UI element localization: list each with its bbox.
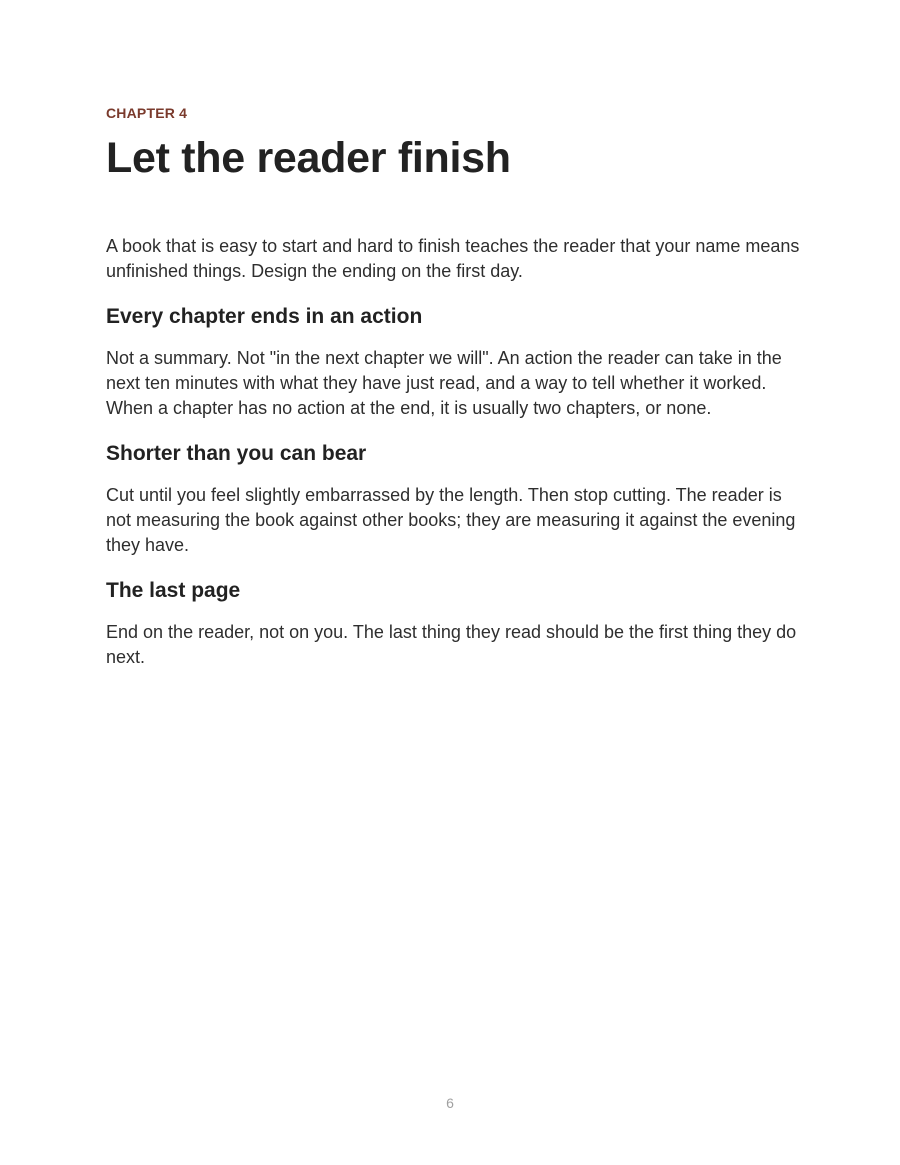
section-heading-shorter: Shorter than you can bear: [106, 442, 367, 465]
page-number: 6: [446, 1095, 454, 1111]
page-content: [106, 104, 806, 670]
section-body-shorter: Cut until you feel slightly embarrassed by the length. Then stop cutting. The reader is not measuring the book against other books; they are measuring it against the evening they have.: [106, 485, 796, 555]
section-heading-last-page: The last page: [106, 579, 241, 602]
chapter-title: Let the reader finish: [106, 134, 511, 182]
intro-paragraph: A book that is easy to start and hard to finish teaches the reader that your name means unfinished things. Design the ending on the first day.: [106, 236, 800, 281]
chapter-label: CHAPTER 4: [106, 105, 188, 121]
section-body-action: Not a summary. Not "in the next chapter we will". An action the reader can take in the next ten minutes with what they have just read, and a way to tell whether it worked. When a chapter has no action at the end, it is usually two chapters, or none.: [106, 348, 782, 418]
section-body-last-page: End on the reader, not on you. The last thing they read should be the first thing they do next.: [106, 622, 797, 667]
section-heading-action: Every chapter ends in an action: [106, 305, 423, 328]
